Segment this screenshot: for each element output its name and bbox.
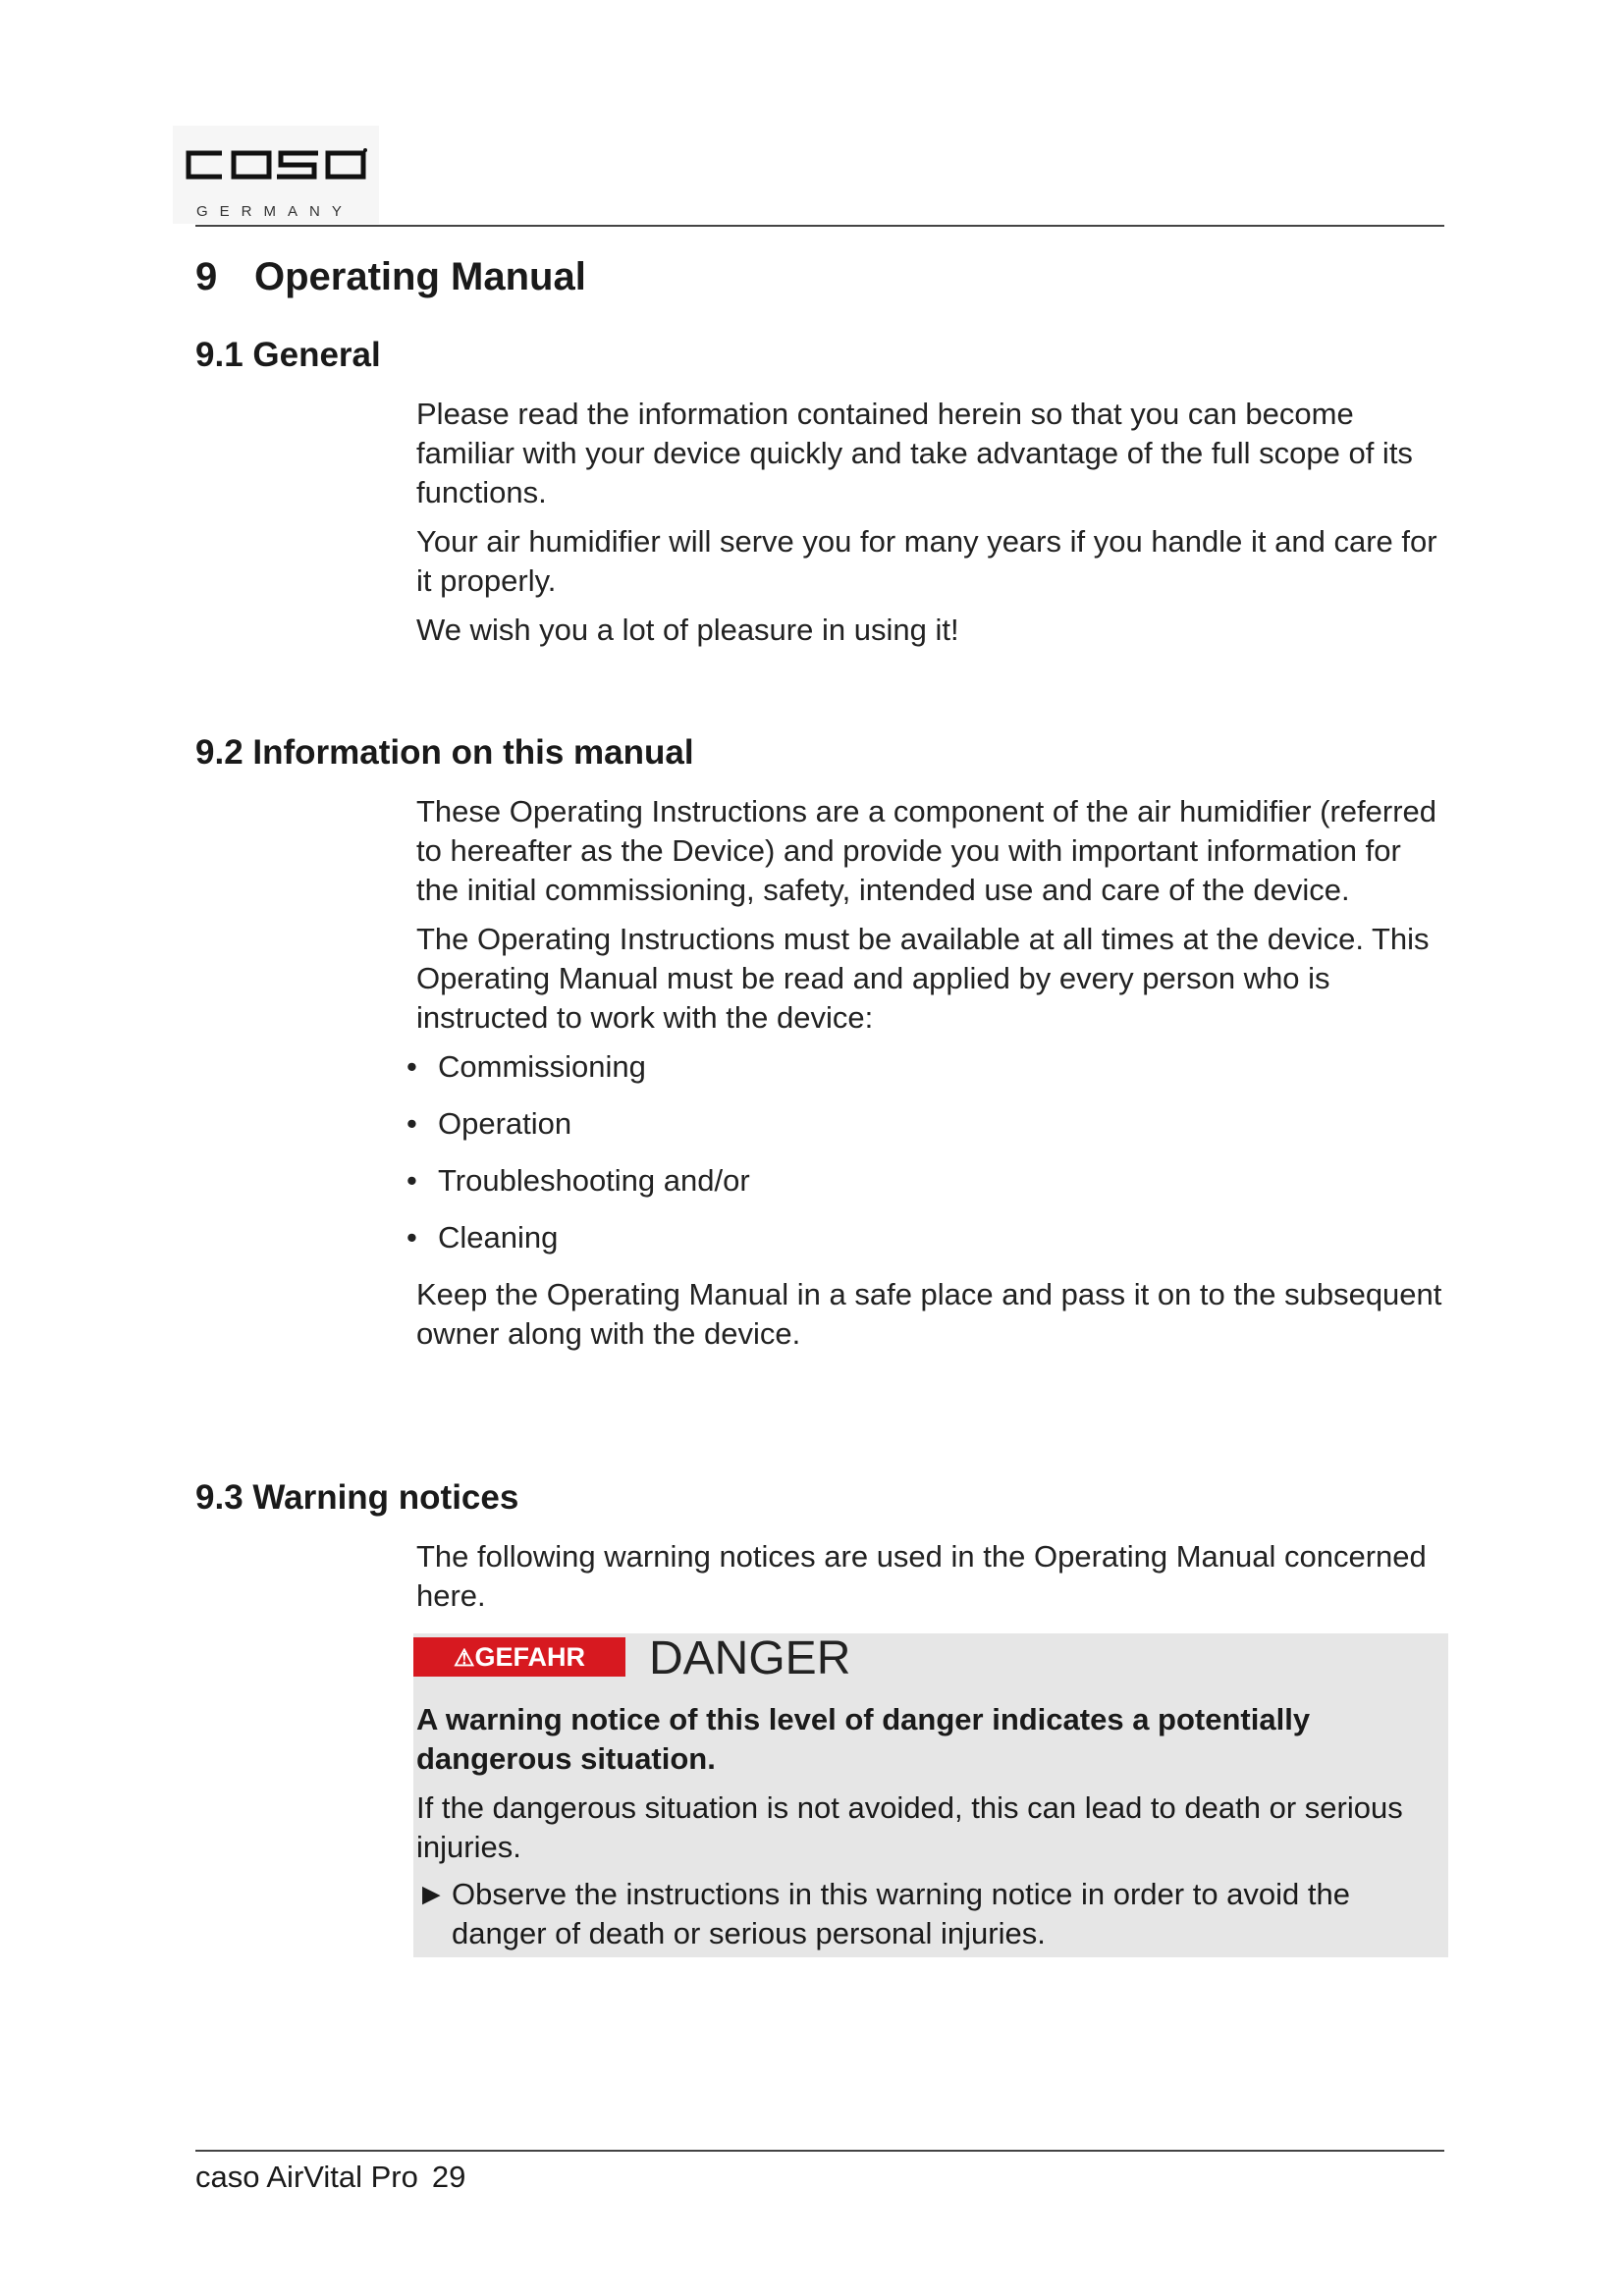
danger-text <box>416 1700 1437 1953</box>
paragraph: Please read the information contained herein so that you can become familiar with your device quickly and take advantage of the full scope of its functions. <box>416 397 1413 509</box>
chapter-title-text: Operating Manual <box>254 255 586 298</box>
paragraph: The Operating Instructions must be available at all times at the device. This Operating Manual must be read and applied by every person who is instructed to work with the device: <box>416 922 1430 1035</box>
list-item: • Troubleshooting and/or <box>416 1161 1447 1218</box>
list-item: • Operation <box>416 1104 1447 1161</box>
section-body-info <box>416 792 1447 1363</box>
badge-label: GEFAHR <box>474 1642 586 1672</box>
list-item: • Commissioning <box>416 1047 1447 1104</box>
warning-triangle-icon: ⚠ <box>453 1645 475 1672</box>
header-rule <box>195 225 1444 227</box>
caso-wordmark-icon <box>183 145 369 185</box>
paragraph: The following warning notices are used in the Operating Manual concerned here. <box>416 1539 1427 1613</box>
section-body-general <box>416 395 1447 660</box>
danger-step <box>416 1875 1437 1953</box>
danger-badge <box>413 1637 625 1677</box>
arrow-right-icon: ► <box>416 1877 447 1911</box>
section-body-warnings <box>416 1537 1447 1626</box>
section-heading-general: 9.1 General <box>195 336 381 374</box>
paragraph: These Operating Instructions are a component of the air humidifier (referred to hereafter as the Device) and provide you with important information for the initial commissioning, safety, intended use and care of the device. <box>416 794 1437 907</box>
chapter-title <box>195 255 586 299</box>
danger-bold-text: A warning notice of this level of danger indicates a potentially dangerous situation. <box>416 1702 1311 1776</box>
danger-description: If the dangerous situation is not avoided, this can lead to death or serious injuries. <box>416 1790 1403 1864</box>
footer-rule <box>195 2150 1444 2152</box>
footer <box>195 2160 465 2195</box>
paragraph: Your air humidifier will serve you for many years if you handle it and care for it properly. <box>416 524 1437 598</box>
danger-title: DANGER <box>649 1632 851 1684</box>
page-number: 29 <box>431 2160 466 2194</box>
danger-step-text: Observe the instructions in this warning notice in order to avoid the danger of death or serious personal injuries. <box>452 1877 1350 1950</box>
footer-product: caso AirVital Pro <box>195 2160 418 2194</box>
section-heading-info: 9.2 Information on this manual <box>195 733 694 772</box>
paragraph: Keep the Operating Manual in a safe place and pass it on to the subsequent owner along with the device. <box>416 1277 1442 1351</box>
caso-logo <box>173 126 379 224</box>
chapter-number: 9 <box>195 255 218 298</box>
paragraph: We wish you a lot of pleasure in using it! <box>416 613 959 647</box>
section-heading-warnings: 9.3 Warning notices <box>195 1478 519 1517</box>
task-list <box>416 1047 1447 1275</box>
logo-subtitle: GERMANY <box>196 203 353 220</box>
danger-notice-box <box>413 1633 1448 1957</box>
list-item: • Cleaning <box>416 1218 1447 1275</box>
